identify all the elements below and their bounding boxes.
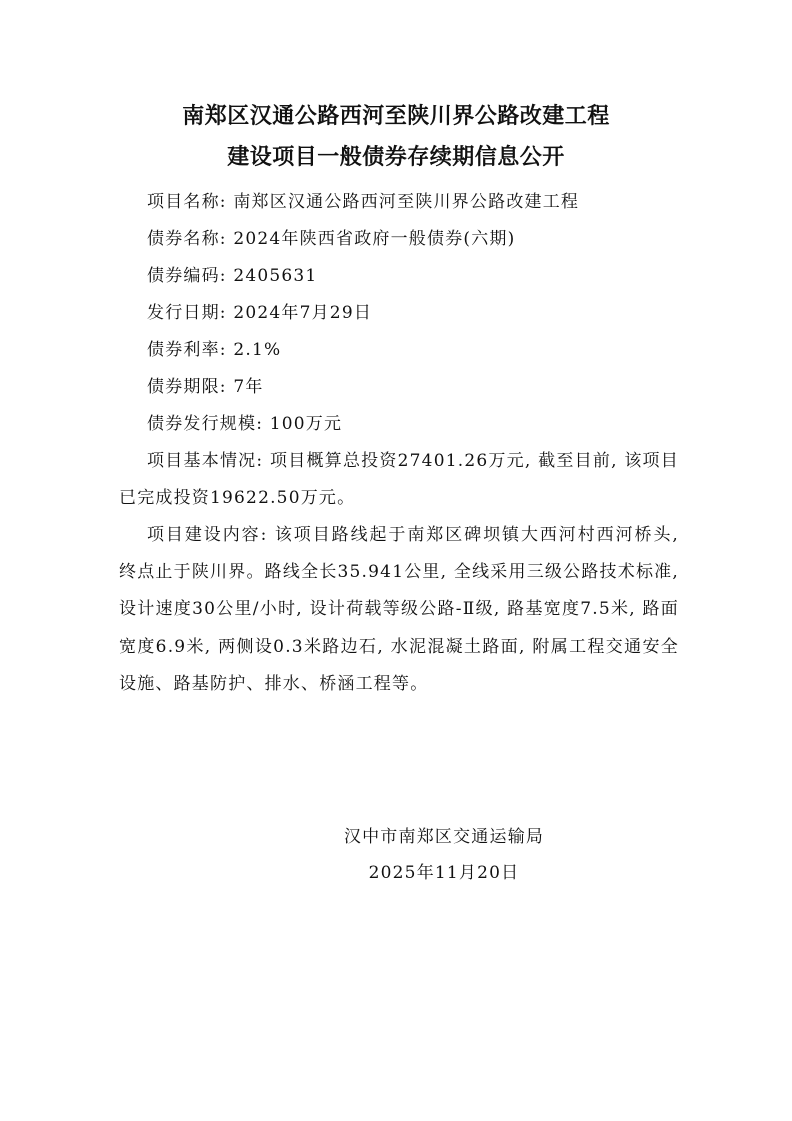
issuer-signature: 汉中市南郑区交通运输局 <box>343 827 545 847</box>
field-issue-date: 发行日期: 2024年7月29日 <box>147 303 373 323</box>
field-project-name: 项目名称: 南郑区汉通公路西河至陕川界公路改建工程 <box>147 192 580 212</box>
issue-date-signature: 2025年11月20日 <box>368 863 520 883</box>
document-title-line-1: 南郑区汉通公路西河至陕川界公路改建工程 <box>182 103 610 129</box>
field-issue-scale: 债券发行规模: 100万元 <box>147 414 343 434</box>
paragraph-basic-info: 项目基本情况: 项目概算总投资27401.26万元, 截至目前, 该项目已完成投资19622.50万元。 <box>119 451 679 509</box>
field-bond-term: 债券期限: 7年 <box>147 377 264 397</box>
paragraph-construction-content: 项目建设内容: 该项目路线起于南郑区碑坝镇大西河村西河桥头, 终点止于陕川界。路线全长35.941公里, 全线采用三级公路技术标准, 设计速度30公里/小时, 设计荷载等级公路-Ⅱ级, 路基宽度7.5米, 路面宽度6.9米, 两侧设0.3米路边石, 水泥混凝土路面, 附属工程交通安全设施、路基防护、排水、桥涵工程等。 <box>119 525 679 694</box>
field-bond-name: 债券名称: 2024年陕西省政府一般债券(六期) <box>147 229 516 249</box>
document-title-line-2: 建设项目一般债券存续期信息公开 <box>227 144 565 170</box>
field-bond-rate: 债券利率: 2.1% <box>147 340 282 360</box>
field-bond-code: 债券编码: 2405631 <box>147 266 318 286</box>
